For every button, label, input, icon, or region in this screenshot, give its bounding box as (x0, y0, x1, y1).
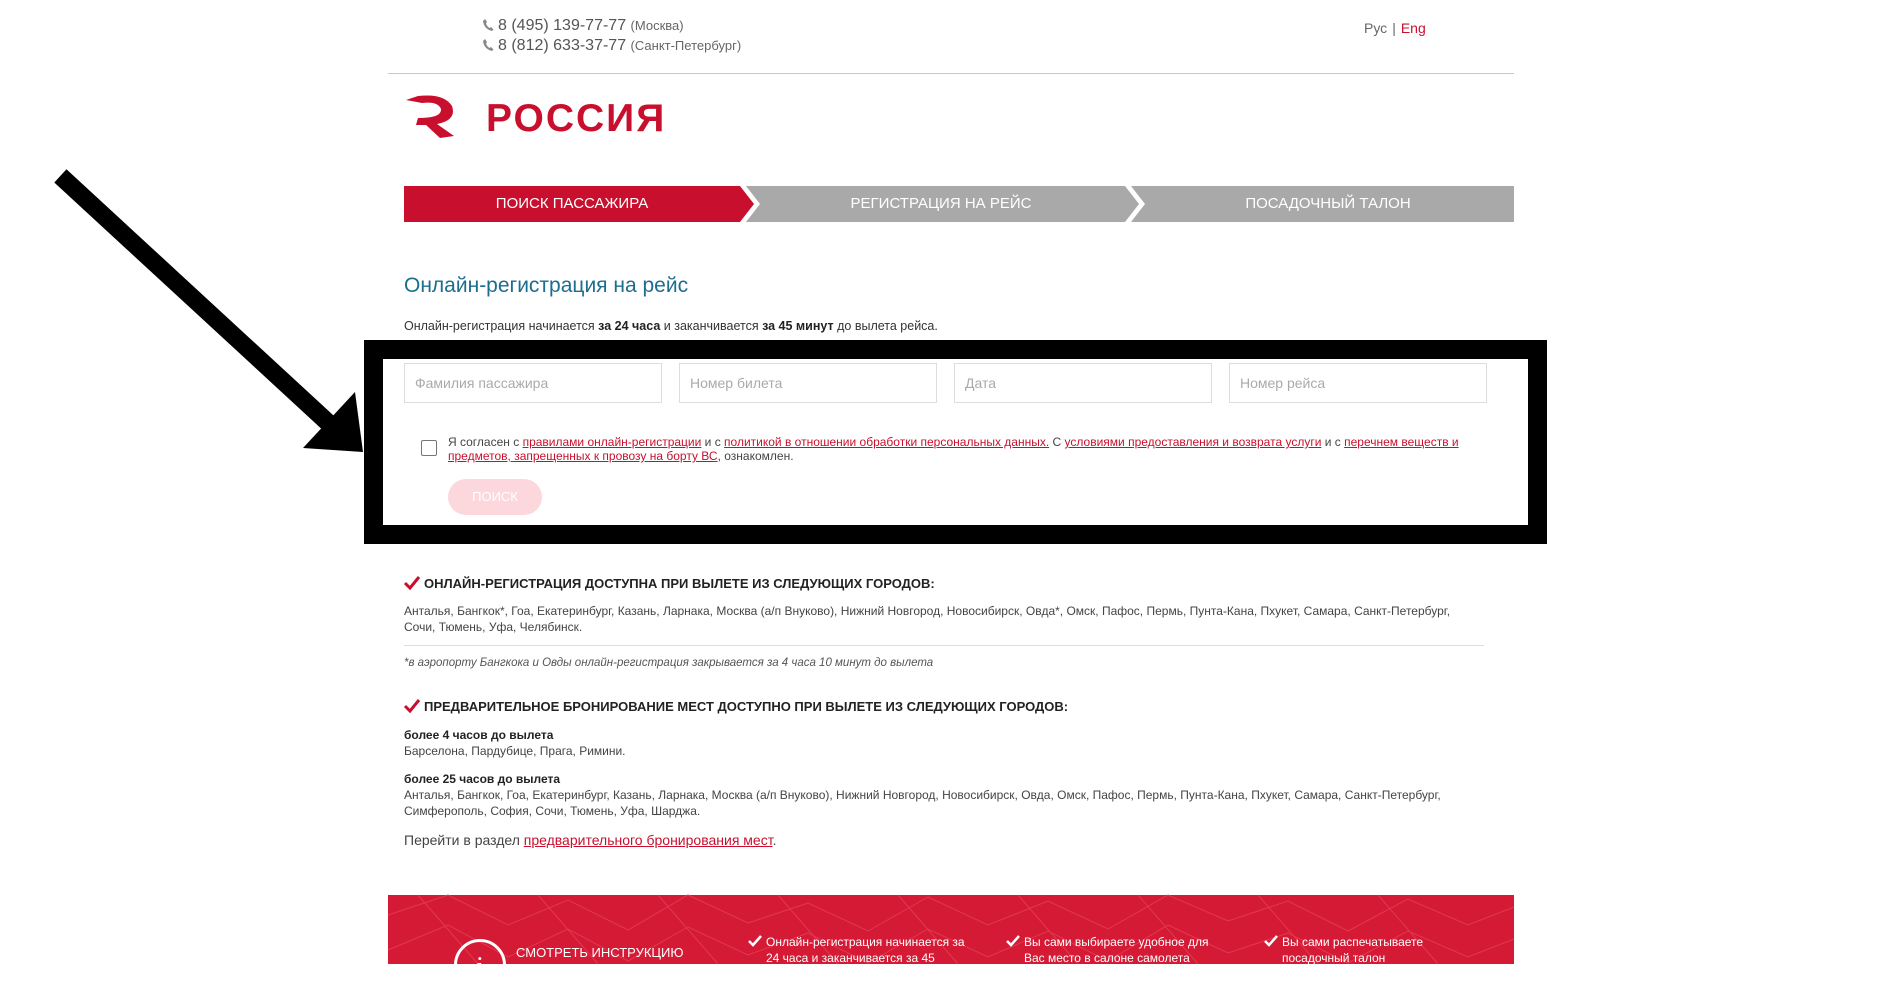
watch-instruction-link[interactable]: СМОТРЕТЬ ИНСТРУКЦИЮ (516, 945, 684, 960)
header-divider (388, 73, 1514, 74)
prebooking-link[interactable]: предварительного бронирования мест (523, 832, 773, 848)
phone-city-moscow: (Москва) (630, 18, 684, 33)
prebooking-group-4h (404, 727, 1484, 759)
section-divider (404, 645, 1484, 646)
surname-input[interactable] (404, 363, 662, 403)
checkmark-icon (404, 699, 420, 713)
consent-text (448, 435, 1470, 463)
ticket-number-input[interactable] (679, 363, 937, 403)
lang-separator: | (1392, 20, 1396, 36)
prebooking-heading (404, 699, 1068, 714)
footer-item-timing (766, 934, 966, 982)
footer-item-print (1282, 934, 1482, 966)
intro-bold-45min: за 45 минут (762, 319, 834, 333)
footer-item-text: Вы сами выбираете удобное для Вас место в салоне самолета (1024, 935, 1209, 965)
rossiya-logo[interactable] (404, 94, 714, 140)
phone-icon (482, 38, 494, 52)
rossiya-logo-mark (406, 95, 454, 138)
consent-part: Я согласен с (448, 435, 523, 449)
logo-text: РОССИЯ (486, 97, 667, 140)
consent-part: и с (1321, 435, 1345, 449)
checkmark-icon (1264, 935, 1278, 947)
prebooking-group-25h (404, 771, 1484, 819)
phone-icon (482, 18, 494, 32)
heading-text: ОНЛАЙН-РЕГИСТРАЦИЯ ДОСТУПНА ПРИ ВЫЛЕТЕ ИЗ СЛЕДУЮЩИХ ГОРОДОВ: (424, 576, 935, 591)
phone-number-spb[interactable]: 8 (812) 633-37-77 (498, 37, 627, 54)
footer-item-text: Онлайн-регистрация начинается за 24 часа и заканчивается за 45 минут (766, 935, 965, 981)
prebooking-group-title: более 25 часов до вылета (404, 772, 561, 786)
step-flight-registration: РЕГИСТРАЦИЯ НА РЕЙС (850, 195, 1032, 212)
consent-part: С (1049, 435, 1065, 449)
step-passenger-search: ПОИСК ПАССАЖИРА (495, 195, 649, 212)
goto-suffix: . (772, 832, 777, 848)
phone-city-spb: (Санкт-Петербург) (630, 38, 742, 53)
checkmark-icon (748, 935, 762, 947)
annotation-arrow (55, 170, 375, 470)
consent-part: , ознакомлен. (717, 449, 794, 463)
footer-item-seat (1024, 934, 1224, 966)
phone-spb (482, 37, 741, 55)
lang-en-link[interactable]: Eng (1400, 20, 1426, 36)
progress-steps (404, 186, 1514, 222)
checkmark-icon (404, 576, 420, 590)
intro-part: Онлайн-регистрация начинается (404, 319, 599, 333)
online-registration-rules-link[interactable]: правилами онлайн-регистрации (522, 435, 702, 449)
footer-item-text: Вы сами распечатываете посадочный талон (1282, 935, 1424, 965)
intro-part: и заканчивается (660, 319, 763, 333)
service-terms-link[interactable]: условиями предоставления и возврата услуги (1064, 435, 1322, 449)
consent-part: и с (701, 435, 725, 449)
flight-number-input[interactable] (1229, 363, 1487, 403)
consent-checkbox[interactable] (421, 440, 437, 456)
checkmark-icon (1006, 935, 1020, 947)
info-icon[interactable]: i (454, 939, 506, 991)
prebooking-goto (404, 832, 776, 848)
prebooking-group-list: Анталья, Бангкок, Гоа, Екатеринбург, Казань, Ларнака, Москва (а/п Внуково), Нижний Новгород, Новосибирск, Овда, Омск, Пафос, Пермь, Пунта-Кана, Пхукет, Самара, Санкт-Петербург, Симферополь, София, Сочи, Тюмень, Уфа, Шарджа. (404, 788, 1441, 818)
step-boarding-pass: ПОСАДОЧНЫЙ ТАЛОН (1245, 195, 1411, 212)
intro-part: до вылета рейса. (833, 319, 938, 333)
date-input[interactable] (954, 363, 1212, 403)
personal-data-policy-link[interactable]: политикой в отношении обработки персональных данных. (724, 435, 1050, 449)
phone-number-moscow[interactable]: 8 (495) 139-77-77 (498, 17, 627, 34)
heading-text: ПРЕДВАРИТЕЛЬНОЕ БРОНИРОВАНИЕ МЕСТ ДОСТУПНО ПРИ ВЫЛЕТЕ ИЗ СЛЕДУЮЩИХ ГОРОДОВ: (424, 699, 1069, 714)
language-switch (1364, 20, 1426, 36)
prebooking-group-list: Барселона, Пардубице, Прага, Римини. (404, 744, 626, 758)
search-button[interactable]: ПОИСК (448, 479, 542, 515)
footer-banner (388, 895, 1514, 983)
prohibited-items-link[interactable]: перечнем веществ и предметов, запрещенных к провозу на борту ВС (448, 435, 1459, 463)
online-registration-cities-list: Анталья, Бангкок*, Гоа, Екатеринбург, Казань, Ларнака, Москва (а/п Внуково), Нижний Новгород, Новосибирск, Овда*, Омск, Пафос, Пермь, Пунта-Кана, Пхукет, Самара, Санкт-Петербург, Сочи, Тюмень, Уфа, Челябинск. (404, 604, 1451, 634)
goto-prefix: Перейти в раздел (404, 832, 524, 848)
intro-bold-24h: за 24 часа (598, 319, 661, 333)
prebooking-group-title: более 4 часов до вылета (404, 728, 554, 742)
page-title: Онлайн-регистрация на рейс (404, 274, 689, 297)
lang-ru-link[interactable]: Рус (1364, 20, 1388, 36)
intro-text (404, 319, 938, 333)
airport-note: *в аэропорту Бангкока и Овды онлайн-регистрация закрывается за 4 часа 10 минут до вылета (404, 657, 934, 669)
online-registration-cities-heading (404, 576, 935, 591)
phone-moscow (482, 17, 684, 35)
